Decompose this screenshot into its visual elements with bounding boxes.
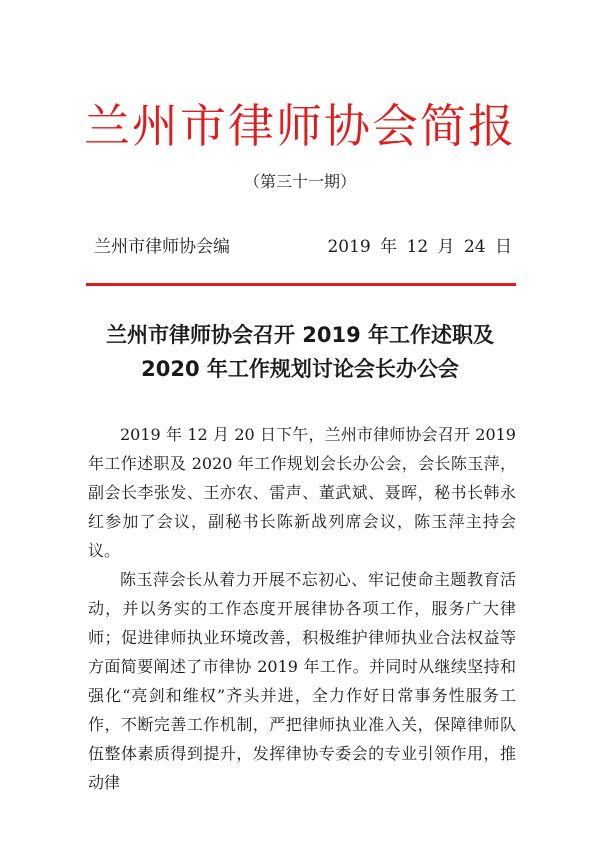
body-paragraph: 2019 年 12 月 20 日下午，兰州市律师协会召开 2019 年工作述职及 2020 年工作规划会长办公会，会长陈玉萍，副会长李张发、王亦农、雷声、董武斌、聂晖，秘书长韩永红参加了会议，副秘书长陈新战列席会议，陈玉萍主持会议。 (88, 425, 516, 560)
headline-line-2: 2020 年工作规划讨论会长办公会 (141, 357, 459, 381)
article-body (88, 420, 516, 797)
bulletin-masthead-title: 兰州市律师协会简报 (84, 99, 516, 153)
publisher-label: 兰州市律师协会编 (94, 237, 230, 257)
article-headline (0, 318, 600, 386)
body-paragraph: 陈玉萍会长从着力开展不忘初心、牢记使命主题教育活动，并以务实的工作态度开展律协各项工作，服务广大律师；促进律师执业环境改善，积极维护律师执业合法权益等方面简要阐述了市律协 2019 年工作。并同时从继续坚持和强化“亮剑和维权”齐头并进，全力作好日常事务性服务工作，不断完善工作机制，严把律师执业准入关，保障律师队伍整体素质得到提升，发挥律协专委会的专业引领作用，推动律 (88, 570, 516, 792)
headline-line-1: 兰州市律师协会召开 2019 年工作述职及 (105, 323, 495, 347)
red-divider-rule (86, 283, 516, 286)
issue-number: （第三十一期） (243, 172, 356, 191)
publication-date: 2019 年 12 月 24 日 (327, 237, 512, 257)
